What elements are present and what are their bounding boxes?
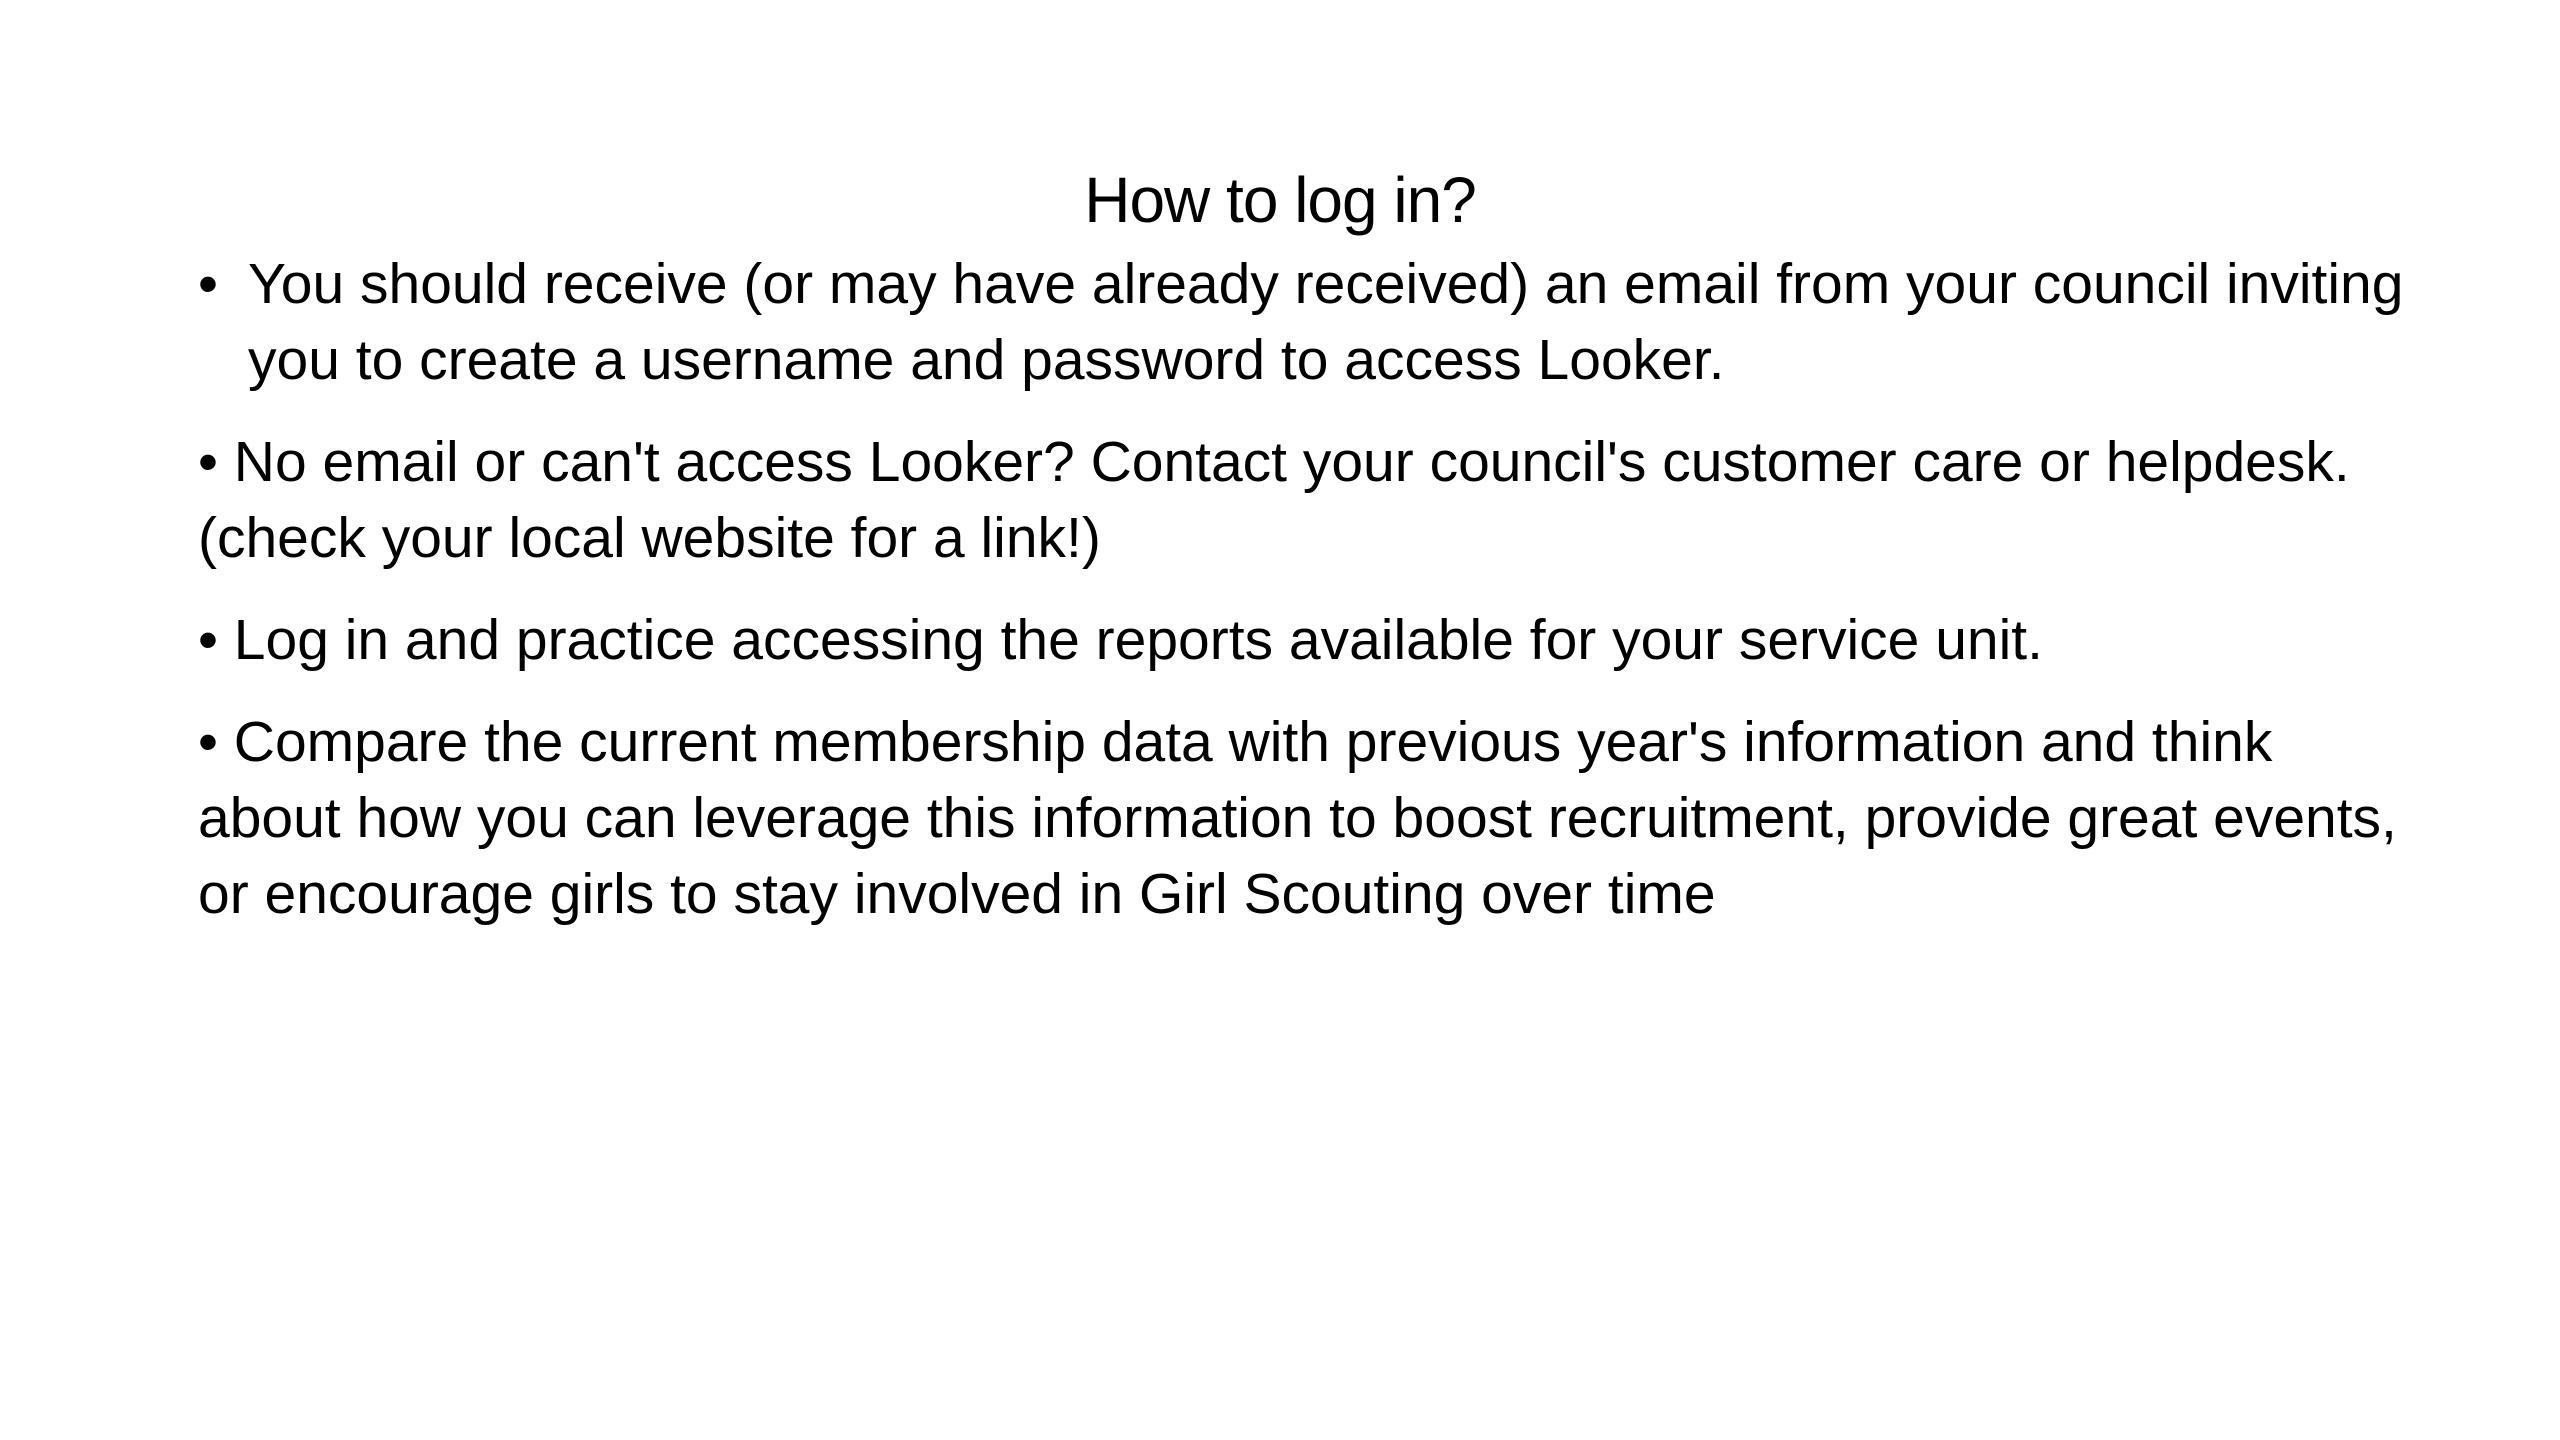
list-item: [198, 602, 2428, 678]
bullet-icon: •: [198, 608, 234, 672]
bullet-icon: •: [198, 430, 234, 494]
list-item: [198, 246, 2428, 398]
list-item: [198, 704, 2428, 932]
bullet-icon: •: [198, 252, 218, 316]
list-item-text: Compare the current membership data with previous year's information and think about how you can leverage this information to boost recruitment, provide great events, or encourage girls to stay involved in Girl Scouting over time: [198, 710, 2397, 926]
list-item-text: Log in and practice accessing the reports available for your service unit.: [233, 608, 2043, 672]
slide-title: How to log in?: [1084, 163, 1476, 236]
bullet-list: [198, 246, 2428, 958]
bullet-icon: •: [198, 710, 234, 774]
list-item: [198, 424, 2428, 576]
list-item-text: No email or can't access Looker? Contact your council's customer care or helpdesk. (check your local website for a link!): [198, 430, 2350, 570]
list-item-text: You should receive (or may have already received) an email from your council inviting you to create a username and password to access Looker.: [248, 252, 2404, 392]
